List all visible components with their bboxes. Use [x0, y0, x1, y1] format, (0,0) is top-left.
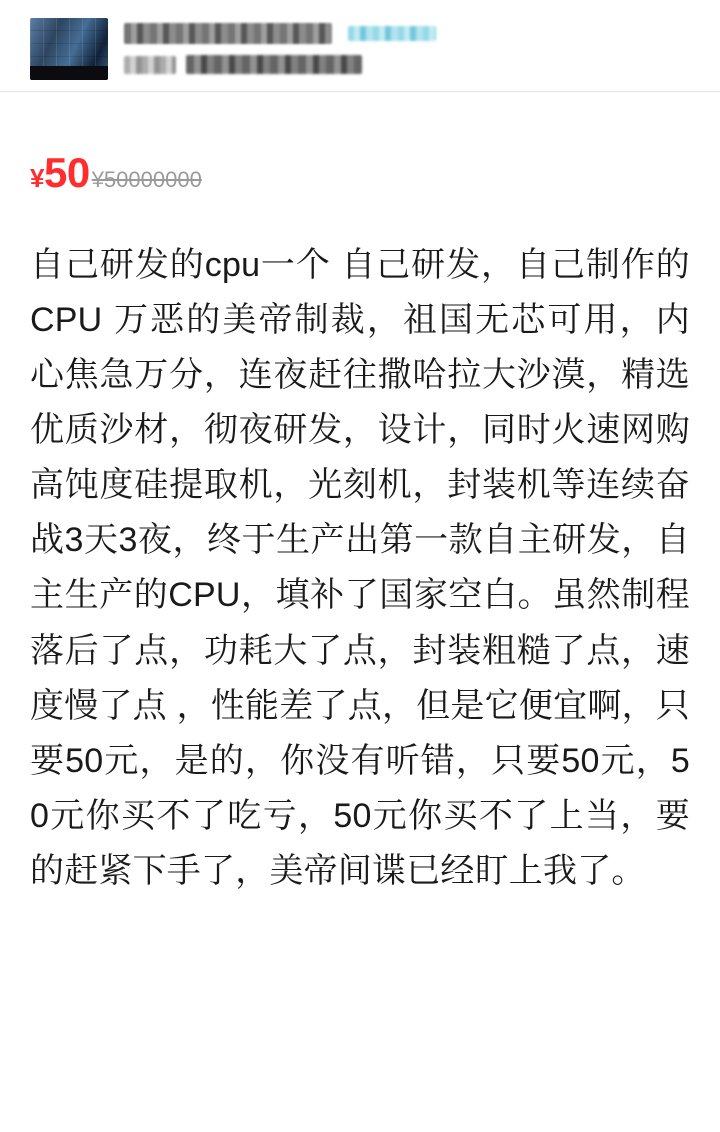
price-value: 50 — [43, 149, 90, 196]
listing-description: 自己研发的cpu一个 自己研发，自己制作的CPU 万恶的美帝制裁，祖国无芯可用，内心焦急万分，连夜赶往撒哈拉大沙漠，精选优质沙材，彻夜研发，设计，同时火速网购高饨度硅提取机，光刻机，封装机等连续奋战3天3夜，终于生产出第一款自主研发，自主生产的CPU，填补了国家空白。虽然制程落后了点，功耗大了点，封装粗糙了点，速度慢了点 ，性能差了点，但是它便宜啊，只要50元，是的，你没有听错，只要50元，50元你买不了吃亏，50元你买不了上当，要的赶紧下手了，美帝间谍已经盯上我了。 — [30, 246, 690, 890]
price-current — [30, 149, 90, 196]
price-original: ¥50000000 — [91, 167, 202, 192]
price-block — [0, 92, 720, 194]
avatar-mosaic-overlay — [30, 18, 108, 80]
seller-tag-redacted — [348, 26, 436, 41]
currency-symbol: ¥ — [30, 163, 44, 193]
seller-subtitle-redacted-a — [124, 56, 176, 74]
seller-name-redacted — [124, 23, 332, 44]
seller-row[interactable] — [30, 18, 690, 80]
seller-subtitle-redacted-b — [186, 55, 362, 74]
seller-name-line — [124, 20, 690, 46]
seller-text-group — [124, 18, 690, 74]
seller-subtitle-line — [124, 55, 690, 74]
seller-header[interactable] — [0, 0, 720, 92]
avatar[interactable] — [30, 18, 108, 80]
